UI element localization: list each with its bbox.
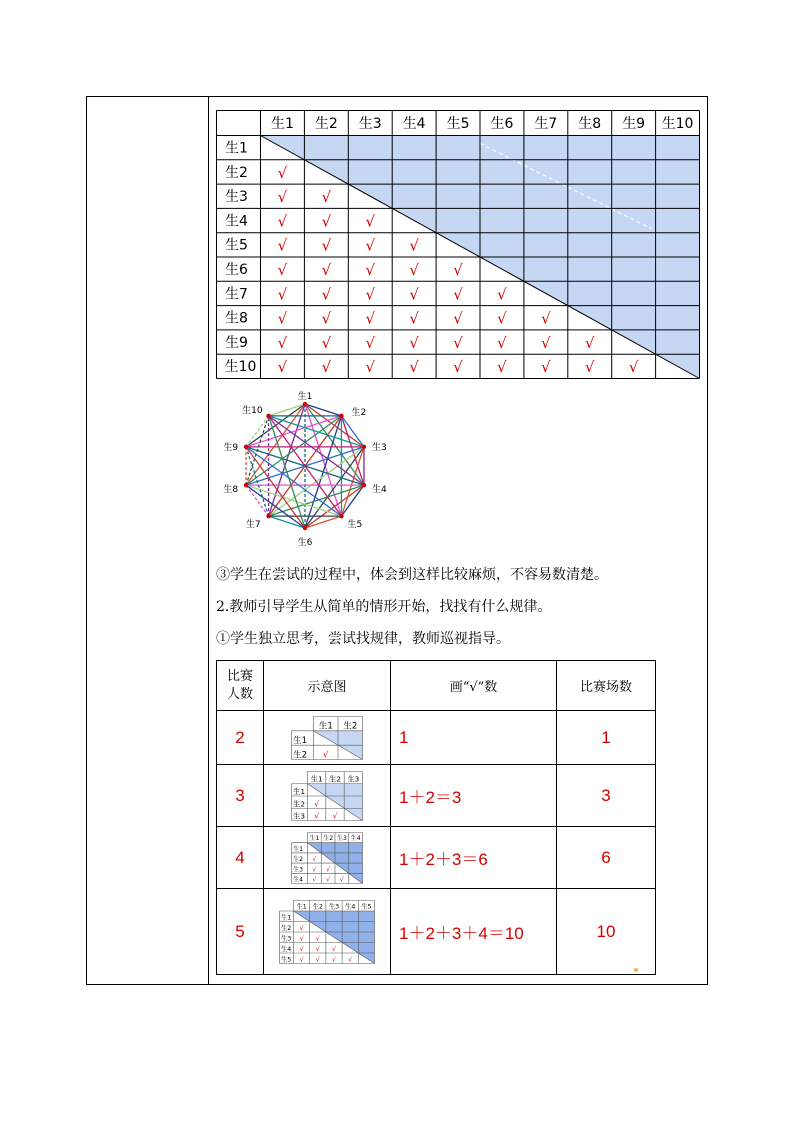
check-mark: √ <box>321 333 332 352</box>
column-header: 生1 <box>270 116 294 132</box>
connection-line <box>246 416 269 447</box>
check-mark: √ <box>409 358 419 377</box>
check-mark: √ <box>321 261 332 279</box>
node-label: 生6 <box>297 538 313 548</box>
players-count: 2 <box>217 711 264 765</box>
row-header: 生2 <box>225 164 248 181</box>
check-mark: √ <box>331 945 337 953</box>
check-formula: 1＋2＋3＝6 <box>391 827 557 889</box>
check-mark: √ <box>628 358 639 377</box>
row-header: 生4 <box>281 945 292 953</box>
check-mark: √ <box>497 285 507 304</box>
check-mark: √ <box>453 261 463 279</box>
players-count: 3 <box>217 765 264 827</box>
players-header: 比赛人数 <box>217 661 264 711</box>
check-mark: √ <box>331 956 337 963</box>
column-header: 生4 <box>402 116 426 132</box>
student-node <box>266 414 270 418</box>
check-mark: √ <box>277 212 288 231</box>
check-mark: √ <box>315 935 320 942</box>
check-mark: √ <box>453 358 463 377</box>
round-robin-table <box>216 110 700 380</box>
row-header: 生1 <box>281 914 292 921</box>
row-header: 生1 <box>225 140 248 157</box>
check-mark: √ <box>453 333 463 352</box>
matches-header: 比赛场数 <box>557 661 656 711</box>
column-divider <box>208 97 209 984</box>
row-header: 生3 <box>281 935 292 942</box>
student-node <box>303 402 307 406</box>
check-mark: √ <box>314 798 320 808</box>
row-header: 生8 <box>225 310 248 327</box>
check-mark: √ <box>497 309 507 328</box>
mini-diagram <box>264 827 391 889</box>
check-mark: √ <box>365 309 376 328</box>
check-mark: √ <box>323 750 329 760</box>
check-mark: √ <box>277 285 288 304</box>
row-header: 生4 <box>225 213 248 230</box>
row-header: 生4 <box>293 876 303 883</box>
check-mark: √ <box>321 358 332 377</box>
column-header: 生9 <box>622 116 646 132</box>
row-header: 生3 <box>293 811 306 820</box>
student-node <box>244 483 248 487</box>
column-header: 生5 <box>361 903 372 910</box>
check-formula: 1＋2＋3＋4＝10 <box>391 889 557 975</box>
node-label: 生8 <box>223 485 239 496</box>
column-header: 生2 <box>343 720 358 731</box>
check-mark: √ <box>321 188 332 207</box>
check-mark: √ <box>453 309 463 328</box>
mini-diagram <box>264 711 391 765</box>
players-count: 4 <box>217 827 264 889</box>
connection-line <box>341 485 364 516</box>
column-header: 生2 <box>312 903 323 910</box>
check-mark: √ <box>409 333 419 352</box>
row-header: 生2 <box>293 798 306 808</box>
check-mark: √ <box>541 358 551 377</box>
check-mark: √ <box>277 163 288 182</box>
connection-line <box>269 516 305 528</box>
mini-diagram <box>264 889 391 975</box>
mini-diagram <box>264 765 391 827</box>
check-mark: √ <box>497 333 507 352</box>
check-formula: 1＋2＝3 <box>391 765 557 827</box>
column-header: 生2 <box>328 773 342 783</box>
check-mark: √ <box>365 285 376 304</box>
summary-table <box>216 660 656 975</box>
column-header: 生2 <box>314 116 338 132</box>
row-header: 生5 <box>281 956 292 963</box>
checks-header: 画“√”数 <box>391 661 557 711</box>
row-header: 生3 <box>293 865 303 873</box>
check-mark: √ <box>321 285 332 304</box>
connection-line <box>269 404 305 416</box>
check-mark: √ <box>277 358 288 377</box>
row-header: 生9 <box>225 334 248 351</box>
column-header: 生3 <box>328 903 340 910</box>
row-header: 生3 <box>225 189 248 206</box>
summary-header-row <box>217 661 656 711</box>
diagram-header: 示意图 <box>264 661 391 711</box>
column-header: 生1 <box>310 773 323 783</box>
row-header: 生5 <box>225 237 248 254</box>
row-header: 生1 <box>293 786 306 796</box>
table-row <box>217 711 656 765</box>
check-mark: √ <box>277 309 288 328</box>
connection-line <box>246 447 341 516</box>
check-mark: √ <box>312 876 317 883</box>
table-row <box>217 827 656 889</box>
student-node <box>339 414 343 418</box>
check-mark: √ <box>541 333 551 352</box>
column-header: 生6 <box>490 116 514 132</box>
check-mark: √ <box>321 236 332 255</box>
column-header: 生10 <box>661 116 694 132</box>
step1-text: ①学生独立思考，尝试找规律，教师巡视指导。 <box>216 631 510 647</box>
row-header: 生7 <box>225 286 248 303</box>
row-header: 生2 <box>293 750 308 760</box>
check-mark: √ <box>321 212 332 231</box>
check-mark: √ <box>365 261 376 279</box>
column-header: 生7 <box>534 116 558 132</box>
check-mark: √ <box>584 358 595 377</box>
check-mark: √ <box>299 935 304 942</box>
check-mark: √ <box>332 811 338 820</box>
student-node <box>266 514 270 518</box>
row-header: 生2 <box>293 855 303 863</box>
match-count: 10 <box>557 889 656 975</box>
check-mark: √ <box>584 333 595 352</box>
match-count: 1 <box>557 711 656 765</box>
check-mark: √ <box>321 309 332 328</box>
check-mark: √ <box>315 945 320 953</box>
table-row <box>217 889 656 975</box>
column-header: 生3 <box>347 773 360 783</box>
node-label: 生5 <box>347 520 363 531</box>
student-node <box>362 445 366 449</box>
check-mark: √ <box>497 358 507 377</box>
check-mark: √ <box>541 309 551 328</box>
column-header: 生5 <box>446 116 470 132</box>
check-mark: √ <box>314 811 320 820</box>
connection-graph <box>223 392 387 552</box>
check-mark: √ <box>299 924 304 932</box>
check-mark: √ <box>312 855 317 863</box>
check-mark: √ <box>277 261 288 279</box>
match-count: 6 <box>557 827 656 889</box>
check-mark: √ <box>365 333 376 352</box>
check-mark: √ <box>409 309 419 328</box>
table-row <box>217 765 656 827</box>
check-formula: 1 <box>391 711 557 765</box>
check-mark: √ <box>299 956 304 963</box>
check-mark: √ <box>365 236 376 255</box>
column-header: 生3 <box>358 116 382 132</box>
column-header: 生3 <box>336 834 347 842</box>
connection-line <box>341 416 364 447</box>
student-node <box>244 445 248 449</box>
check-mark: √ <box>315 956 320 963</box>
connection-line <box>305 404 341 416</box>
check-mark: √ <box>365 358 376 377</box>
check-mark: √ <box>365 212 376 231</box>
connection-line <box>269 416 305 528</box>
connection-line <box>305 516 341 528</box>
check-mark: √ <box>409 285 419 304</box>
row-header: 生1 <box>293 845 303 853</box>
connection-line <box>246 485 269 516</box>
node-label: 生7 <box>245 520 261 531</box>
check-mark: √ <box>326 876 331 883</box>
check-mark: √ <box>326 865 331 873</box>
node-label: 生3 <box>371 442 387 453</box>
column-header: 生1 <box>309 834 320 842</box>
check-mark: √ <box>409 236 419 255</box>
student-node <box>339 514 343 518</box>
row-header: 生1 <box>293 735 308 746</box>
column-header: 生4 <box>350 834 361 842</box>
check-mark: √ <box>339 876 344 883</box>
column-header: 生2 <box>323 834 334 842</box>
check-mark: √ <box>277 236 288 255</box>
column-header: 生1 <box>318 720 333 731</box>
column-header: 生1 <box>296 903 307 910</box>
node-label: 生2 <box>351 407 367 418</box>
row-header: 生2 <box>281 924 292 932</box>
row-header: 生6 <box>225 262 248 278</box>
check-mark: √ <box>299 945 304 953</box>
check-mark: √ <box>453 285 463 304</box>
decorative-dot <box>634 968 638 972</box>
column-header: 生4 <box>345 903 356 910</box>
node-label: 生1 <box>297 392 313 402</box>
student-node <box>303 526 307 530</box>
node-label: 生4 <box>371 485 387 496</box>
check-mark: √ <box>409 261 419 279</box>
check-mark: √ <box>312 865 317 873</box>
check-mark: √ <box>348 956 353 963</box>
student-node <box>362 483 366 487</box>
match-count: 3 <box>557 765 656 827</box>
check-mark: √ <box>277 188 288 207</box>
step3-text: ③学生在尝试的过程中，体会到这样比较麻烦，不容易数清楚。 <box>216 567 608 583</box>
node-label: 生9 <box>223 442 239 453</box>
players-count: 5 <box>217 889 264 975</box>
check-mark: √ <box>277 333 288 352</box>
row-header: 生10 <box>224 359 257 376</box>
column-header: 生8 <box>578 116 602 132</box>
step2-text: 2.教师引导学生从简单的情形开始，找找有什么规律。 <box>216 599 552 615</box>
node-label: 生10 <box>242 405 263 416</box>
